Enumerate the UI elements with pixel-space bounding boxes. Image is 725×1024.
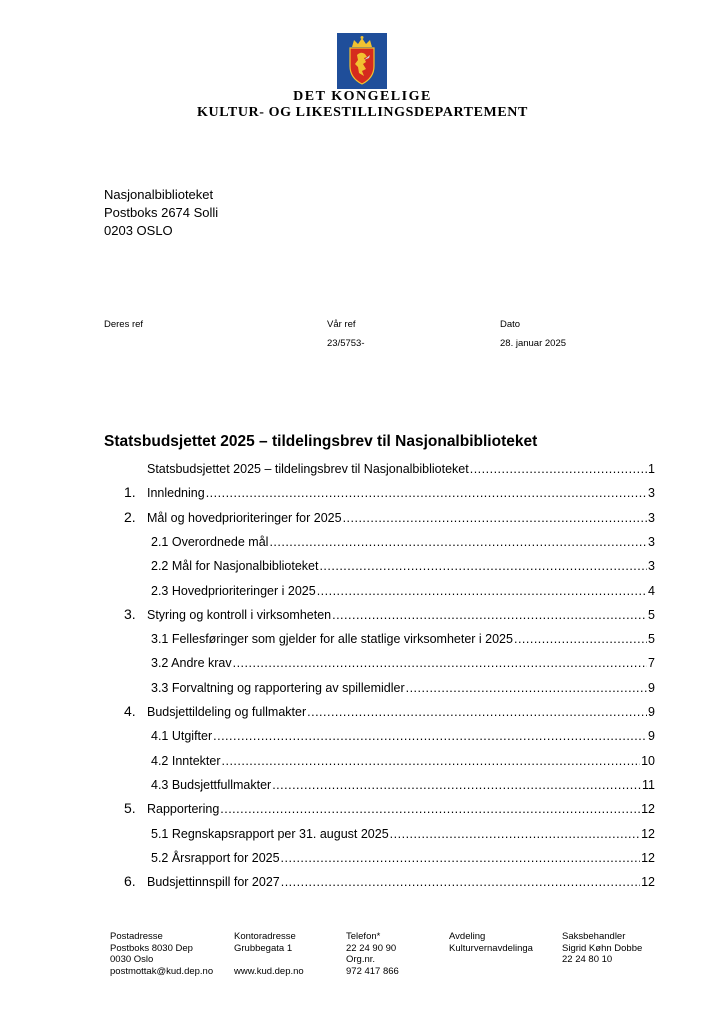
toc-entry-title: 3.2 Andre krav	[151, 656, 232, 670]
toc-dot-leader	[343, 511, 647, 525]
footer-department	[449, 931, 533, 954]
toc-dot-leader	[332, 608, 647, 622]
toc-entry-title: 4.1 Utgifter	[151, 729, 213, 743]
dato-label: Dato	[500, 319, 521, 330]
recipient-address	[104, 186, 218, 240]
toc-entry-title: Innledning	[147, 486, 205, 500]
var-ref-value: 23/5753-	[327, 338, 365, 349]
toc-dot-leader	[317, 584, 647, 598]
footer-email: postmottak@kud.dep.no	[110, 965, 214, 977]
toc-page-number: 12	[641, 875, 655, 889]
footer-text: 972 417 866	[346, 965, 399, 977]
toc-entry[interactable]	[151, 559, 655, 573]
toc-entry-title: 2.3 Hovedprioriteringer i 2025	[151, 584, 316, 598]
toc-number: 6.	[124, 873, 136, 889]
toc-entry-title: Rapportering	[147, 802, 220, 816]
toc-entry-title: 4.2 Inntekter	[151, 754, 221, 768]
document-title: Statsbudsjettet 2025 – tildelingsbrev til Nasjonalbiblioteket	[104, 433, 538, 450]
toc-entry-title: 3.3 Forvaltning og rapportering av spillemidler	[151, 681, 405, 695]
toc-dot-leader	[307, 705, 647, 719]
toc-page-number: 11	[642, 778, 655, 792]
recipient-city: 0203 OSLO	[104, 223, 173, 238]
footer-postal-address	[110, 931, 213, 977]
footer-text: Avdeling	[449, 931, 486, 942]
toc-entry-title: Budsjettinnspill for 2027	[147, 875, 280, 889]
footer-text: Sigrid Køhn Dobbe	[562, 942, 643, 954]
toc-dot-leader	[406, 681, 647, 695]
toc-dot-leader	[233, 656, 647, 670]
toc-entry-title: 4.3 Budsjettfullmakter	[151, 778, 272, 792]
toc-entry-title: 5.1 Regnskapsrapport per 31. august 2025	[151, 827, 389, 841]
toc-entry[interactable]	[151, 632, 655, 646]
toc-entry-title: Mål og hovedprioriteringer for 2025	[147, 511, 342, 525]
toc-entry[interactable]	[151, 827, 655, 841]
toc-dot-leader	[319, 559, 647, 573]
toc-dot-leader	[272, 778, 641, 792]
footer-website: www.kud.dep.no	[234, 965, 304, 977]
toc-page-number: 5	[648, 632, 655, 646]
toc-entry-title: Statsbudsjettet 2025 – tildelingsbrev til Nasjonalbiblioteket	[147, 462, 469, 476]
toc-entry-title: 5.2 Årsrapport for 2025	[151, 851, 280, 865]
toc-page-number: 3	[648, 511, 655, 525]
dato-value: 28. januar 2025	[500, 338, 567, 349]
footer-text	[234, 954, 304, 966]
toc-entry[interactable]	[151, 656, 655, 670]
toc-entry[interactable]	[151, 584, 655, 598]
footer-case-officer	[562, 931, 642, 966]
toc-page-number: 10	[641, 754, 655, 768]
footer-text: 22 24 80 10	[562, 954, 613, 965]
toc-entry[interactable]	[151, 851, 655, 865]
toc-page-number: 7	[648, 656, 655, 670]
toc-dot-leader	[269, 535, 647, 549]
toc-number: 5.	[124, 800, 136, 816]
toc-entry-title: 3.1 Fellesføringer som gjelder for alle statlige virksomheter i 2025	[151, 632, 513, 646]
footer-text: Org.nr.	[346, 954, 376, 965]
toc-page-number: 4	[648, 584, 655, 598]
toc-page-number: 3	[648, 559, 655, 573]
toc-entry[interactable]	[151, 729, 655, 743]
toc-page-number: 12	[641, 851, 655, 865]
toc-page-number: 3	[648, 486, 655, 500]
footer-text: 22 24 90 90	[346, 942, 397, 954]
toc-entry-title: 2.1 Overordnede mål	[151, 535, 269, 549]
toc-page-number: 1	[648, 462, 655, 476]
toc-number: 2.	[124, 509, 136, 525]
toc-dot-leader	[220, 802, 640, 816]
toc-entry-title: 2.2 Mål for Nasjonalbiblioteket	[151, 559, 319, 573]
toc-number: 1.	[124, 484, 136, 500]
coat-of-arms-logo	[337, 33, 387, 89]
toc-dot-leader	[213, 729, 647, 743]
recipient-name: Nasjonalbiblioteket	[104, 187, 214, 202]
toc-entry[interactable]	[151, 535, 655, 549]
toc-entry[interactable]	[147, 608, 655, 622]
toc-dot-leader	[281, 851, 641, 865]
toc-entry-title: Budsjettildeling og fullmakter	[147, 705, 307, 719]
toc-dot-leader	[470, 462, 647, 476]
toc-dot-leader	[206, 486, 647, 500]
footer-text: Kulturvernavdelinga	[449, 942, 533, 954]
toc-dot-leader	[222, 754, 641, 768]
toc-entry[interactable]	[147, 705, 655, 719]
toc-entry-title: Styring og kontroll i virksomheten	[147, 608, 332, 622]
toc-page-number: 12	[641, 827, 655, 841]
toc-entry[interactable]	[147, 462, 655, 476]
footer-text: Telefon*	[346, 931, 381, 942]
toc-entry[interactable]	[147, 802, 655, 816]
toc-dot-leader	[514, 632, 647, 646]
toc-page-number: 9	[648, 705, 655, 719]
toc-entry[interactable]	[147, 511, 655, 525]
footer-text: 0030 Oslo	[110, 954, 154, 965]
toc-dot-leader	[390, 827, 640, 841]
toc-page-number: 9	[648, 681, 655, 695]
footer-text: Grubbegata 1	[234, 942, 293, 954]
footer-text: Postadresse	[110, 931, 163, 942]
footer-phone	[346, 931, 399, 977]
deres-ref-label: Deres ref	[104, 319, 144, 330]
toc-number: 3.	[124, 606, 136, 622]
footer-office-address	[234, 931, 304, 977]
department-name-line2: KULTUR- OG LIKESTILLINGSDEPARTEMENT	[197, 105, 528, 120]
footer-text: Kontoradresse	[234, 931, 296, 942]
toc-dot-leader	[281, 875, 640, 889]
footer-text: Postboks 8030 Dep	[110, 942, 193, 954]
toc-page-number: 3	[648, 535, 655, 549]
recipient-street: Postboks 2674 Solli	[104, 205, 219, 220]
department-name-line1: DET KONGELIGE	[293, 89, 432, 104]
toc-entry[interactable]	[147, 486, 655, 500]
toc-entry[interactable]	[151, 681, 655, 695]
toc-page-number: 9	[648, 729, 655, 743]
toc-entry[interactable]	[151, 754, 655, 768]
footer-text: Saksbehandler	[562, 931, 626, 942]
toc-number: 4.	[124, 703, 136, 719]
toc-page-number: 12	[641, 802, 655, 816]
toc-page-number: 5	[648, 608, 655, 622]
toc-entry[interactable]	[147, 875, 655, 889]
var-ref-label: Vår ref	[327, 319, 356, 330]
toc-entry[interactable]	[151, 778, 655, 792]
